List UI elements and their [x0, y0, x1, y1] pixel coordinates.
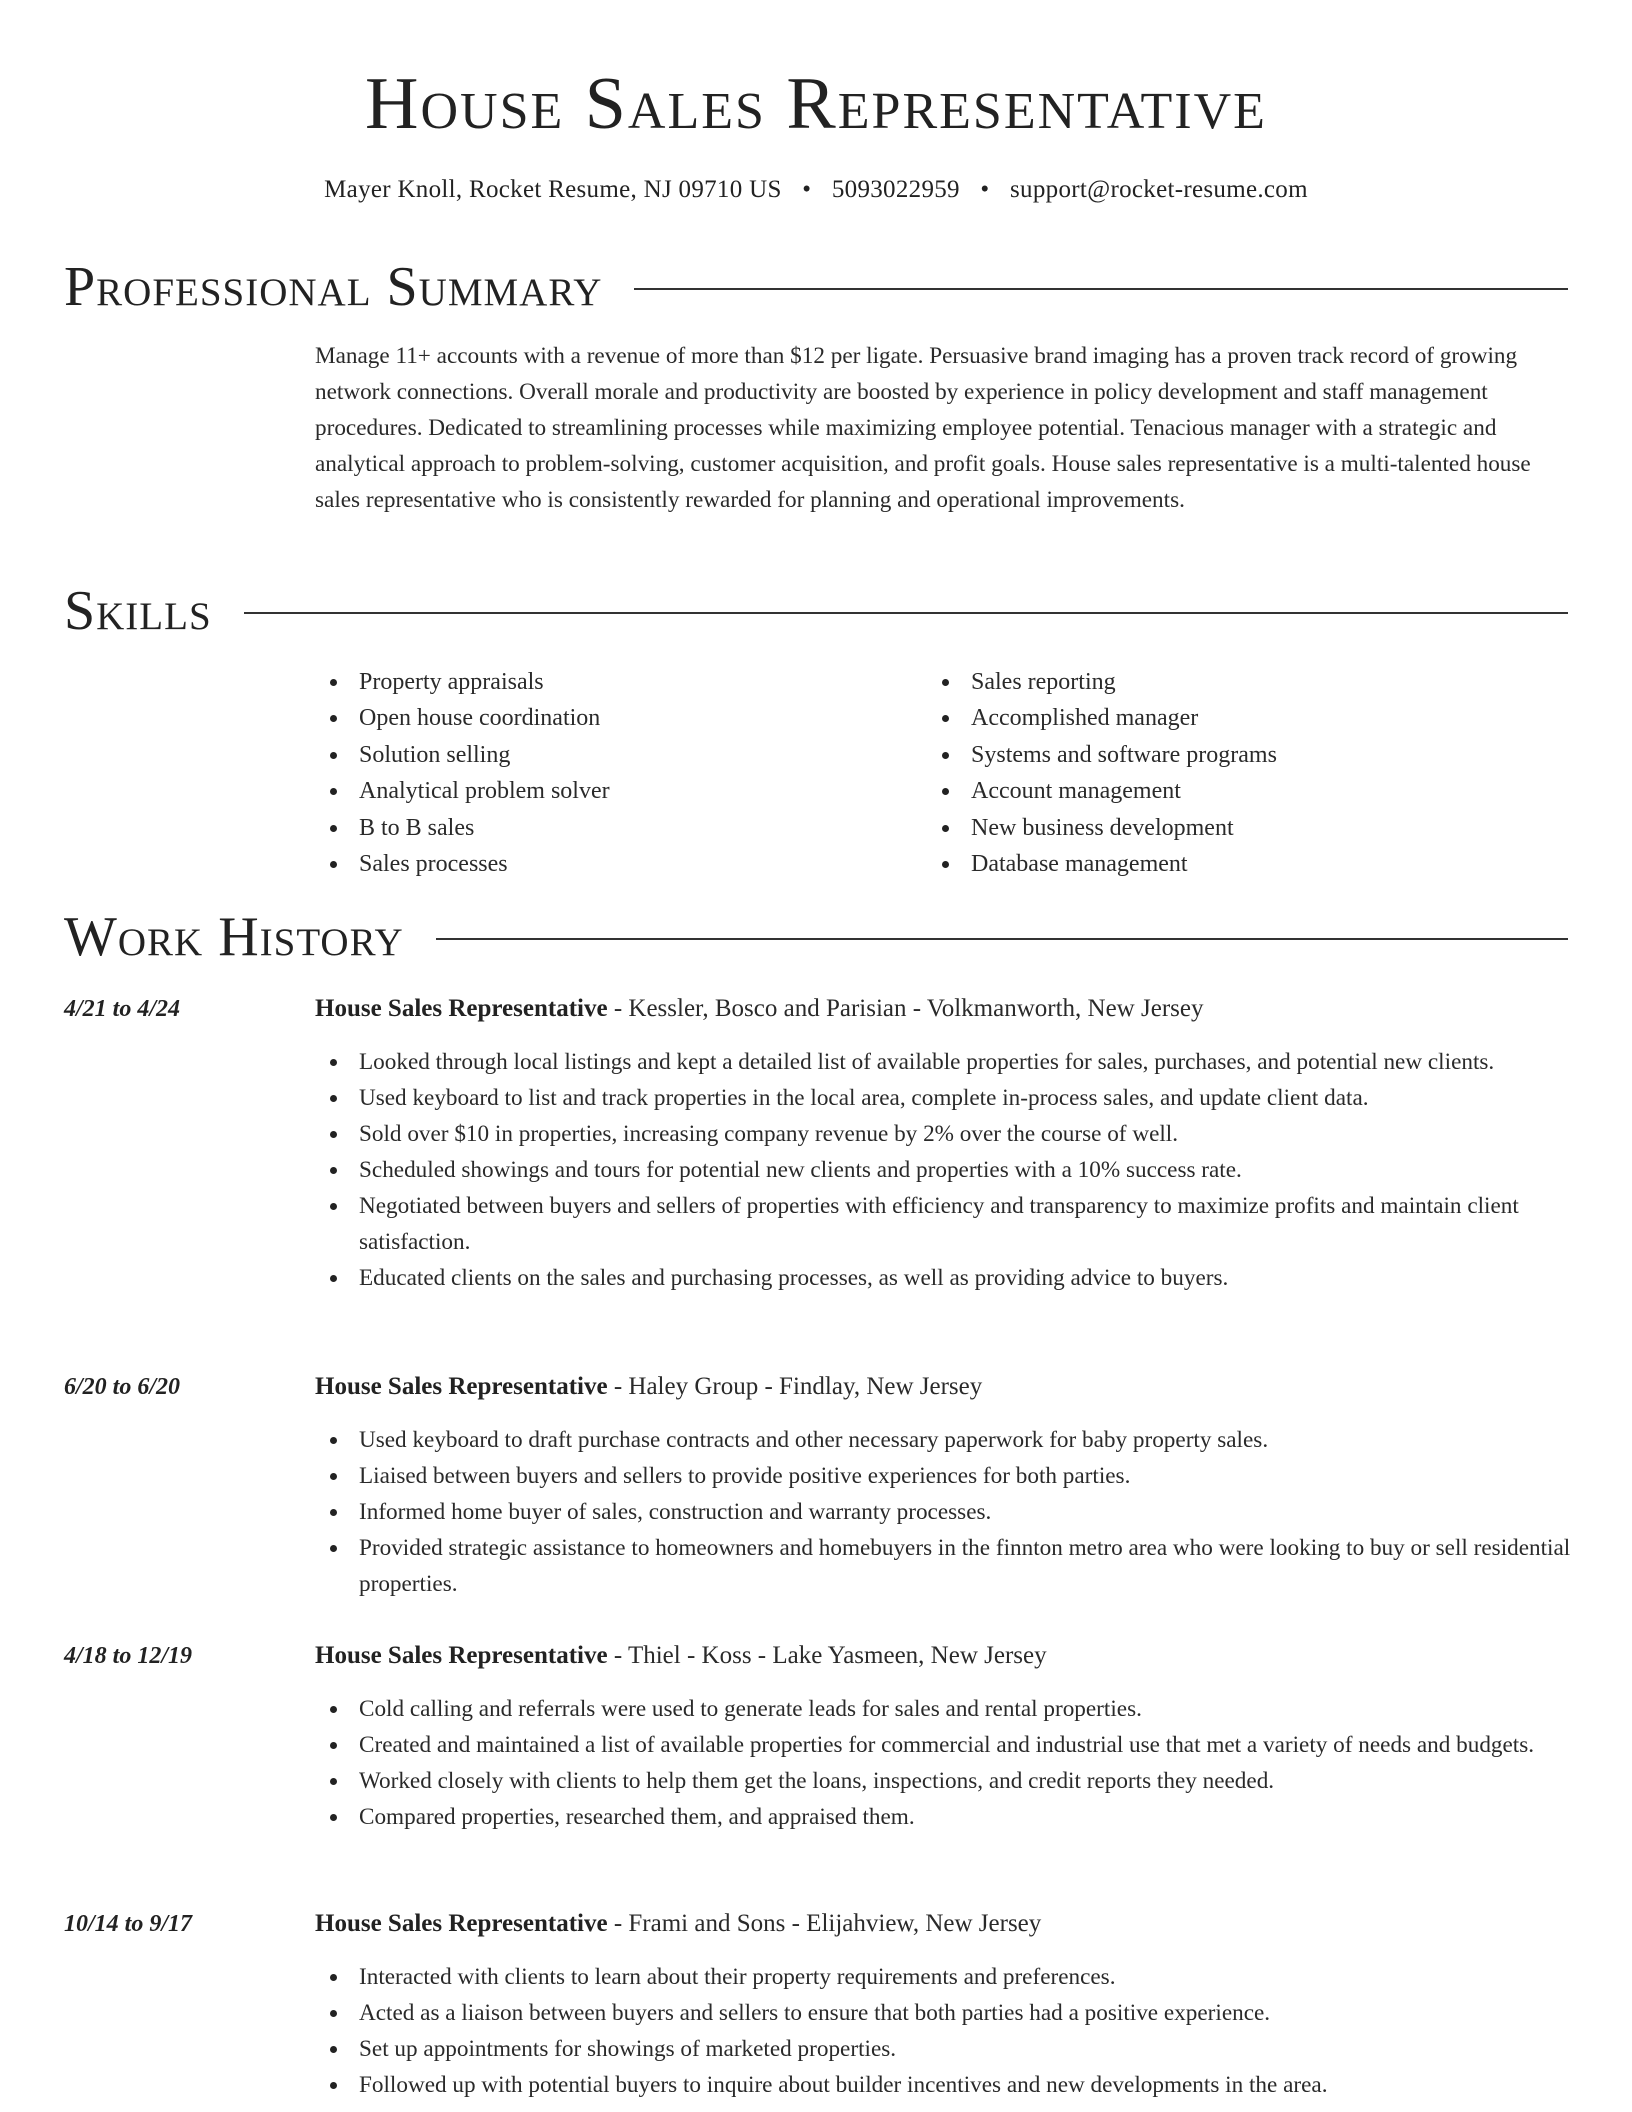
- job-bullet: Negotiated between buyers and sellers of properties with efficiency and transparency to maximize profits and maintain client satisfaction.: [315, 1188, 1575, 1260]
- section-divider: [634, 288, 1568, 290]
- skill-item: New business development: [927, 810, 1547, 846]
- job-company-location: - Kessler, Bosco and Parisian - Volkmanworth, New Jersey: [607, 995, 1204, 1022]
- job-bullet: Followed up with potential buyers to inquire about builder incentives and new developments in the area.: [315, 2067, 1575, 2103]
- job-bullet: Looked through local listings and kept a detailed list of available properties for sales, purchases, and potential new clients.: [315, 1044, 1575, 1080]
- section-divider: [244, 612, 1568, 614]
- job-company-location: - Haley Group - Findlay, New Jersey: [607, 1373, 983, 1400]
- contact-phone: 5093022959: [831, 176, 960, 203]
- skill-item: Open house coordination: [315, 700, 875, 736]
- job-bullet: Set up appointments for showings of marketed properties.: [315, 2031, 1575, 2067]
- summary-text: Manage 11+ accounts with a revenue of more than $12 per ligate. Persuasive brand imaging has a proven track record of growing network connections. Overall morale and productivity are boosted by experience in policy development and staff management procedures. Dedicated to streamlining processes while maximizing employee potential. Tenacious manager with a strategic and analytical approach to problem-solving, customer acquisition, and profit goals. House sales representative is a multi-talented house sales representative who is consistently rewarded for planning and operational improvements.: [315, 343, 1531, 513]
- skill-item: Sales reporting: [927, 664, 1547, 700]
- contact-email: support@rocket-resume.com: [1010, 176, 1308, 203]
- contact-separator: •: [980, 176, 990, 203]
- job-bullets: [315, 1422, 1575, 1602]
- contact-address: Mayer Knoll, Rocket Resume, NJ 09710 US: [324, 176, 782, 203]
- job-title: House Sales Representative: [315, 1373, 608, 1400]
- skills-list-left: [315, 664, 875, 882]
- job-bullet: Interacted with clients to learn about their property requirements and preferences.: [315, 1959, 1575, 1995]
- summary-section-header: [64, 252, 1568, 322]
- job-bullet: Acted as a liaison between buyers and sellers to ensure that both parties had a positive experience.: [315, 1995, 1575, 2031]
- skill-item: B to B sales: [315, 810, 875, 846]
- job-bullet: Liaised between buyers and sellers to provide positive experiences for both parties.: [315, 1458, 1575, 1494]
- job-bullet: Used keyboard to draft purchase contracts and other necessary paperwork for baby property sales.: [315, 1422, 1575, 1458]
- job-bullets: [315, 1691, 1575, 1835]
- job-bullet: Created and maintained a list of available properties for commercial and industrial use that met a variety of needs and budgets.: [315, 1727, 1575, 1763]
- job-bullet: Worked closely with clients to help them get the loans, inspections, and credit reports they needed.: [315, 1763, 1575, 1799]
- job-dates: 4/18 to 12/19: [64, 1643, 193, 1669]
- job-title-line: [315, 1369, 982, 1405]
- skill-item: Systems and software programs: [927, 737, 1547, 773]
- skill-item: Accomplished manager: [927, 700, 1547, 736]
- resume-name: House Sales Representative: [365, 63, 1267, 145]
- skills-list-right: [927, 664, 1547, 882]
- summary-heading: Professional Summary: [64, 256, 603, 318]
- skill-item: Solution selling: [315, 737, 875, 773]
- job-company-location: - Thiel - Koss - Lake Yasmeen, New Jersey: [607, 1642, 1047, 1669]
- skills-heading: Skills: [64, 580, 212, 642]
- work-section-header: [64, 902, 1568, 972]
- job-bullet: Sold over $10 in properties, increasing company revenue by 2% over the course of well.: [315, 1116, 1575, 1152]
- job-title-line: [315, 1638, 1047, 1674]
- job-bullet: Informed home buyer of sales, construction and warranty processes.: [315, 1494, 1575, 1530]
- section-divider: [436, 938, 1568, 940]
- job-dates: 10/14 to 9/17: [64, 1911, 193, 1937]
- job-title: House Sales Representative: [315, 1910, 608, 1937]
- contact-separator: •: [802, 176, 812, 203]
- skill-item: Database management: [927, 846, 1547, 882]
- job-bullet: Used keyboard to list and track properties in the local area, complete in-process sales, and update client data.: [315, 1080, 1575, 1116]
- skill-item: Property appraisals: [315, 664, 875, 700]
- job-title-line: [315, 1906, 1041, 1942]
- skills-section-header: [64, 576, 1568, 646]
- job-title-line: [315, 991, 1203, 1027]
- contact-line: [0, 172, 1632, 208]
- work-heading: Work History: [64, 906, 404, 968]
- job-title: House Sales Representative: [315, 1642, 608, 1669]
- job-bullet: Provided strategic assistance to homeowners and homebuyers in the finnton metro area who were looking to buy or sell residential properties.: [315, 1530, 1575, 1602]
- job-title: House Sales Representative: [315, 995, 608, 1022]
- job-bullet: Compared properties, researched them, and appraised them.: [315, 1799, 1575, 1835]
- job-bullet: Scheduled showings and tours for potential new clients and properties with a 10% success rate.: [315, 1152, 1575, 1188]
- skill-item: Analytical problem solver: [315, 773, 875, 809]
- job-bullets: [315, 1959, 1575, 2103]
- skill-item: Account management: [927, 773, 1547, 809]
- job-company-location: - Frami and Sons - Elijahview, New Jersey: [607, 1910, 1042, 1937]
- job-bullets: [315, 1044, 1575, 1296]
- job-bullet: Cold calling and referrals were used to generate leads for sales and rental properties.: [315, 1691, 1575, 1727]
- job-dates: 6/20 to 6/20: [64, 1374, 181, 1400]
- job-bullet: Educated clients on the sales and purchasing processes, as well as providing advice to buyers.: [315, 1260, 1575, 1296]
- skill-item: Sales processes: [315, 846, 875, 882]
- job-dates: 4/21 to 4/24: [64, 996, 181, 1022]
